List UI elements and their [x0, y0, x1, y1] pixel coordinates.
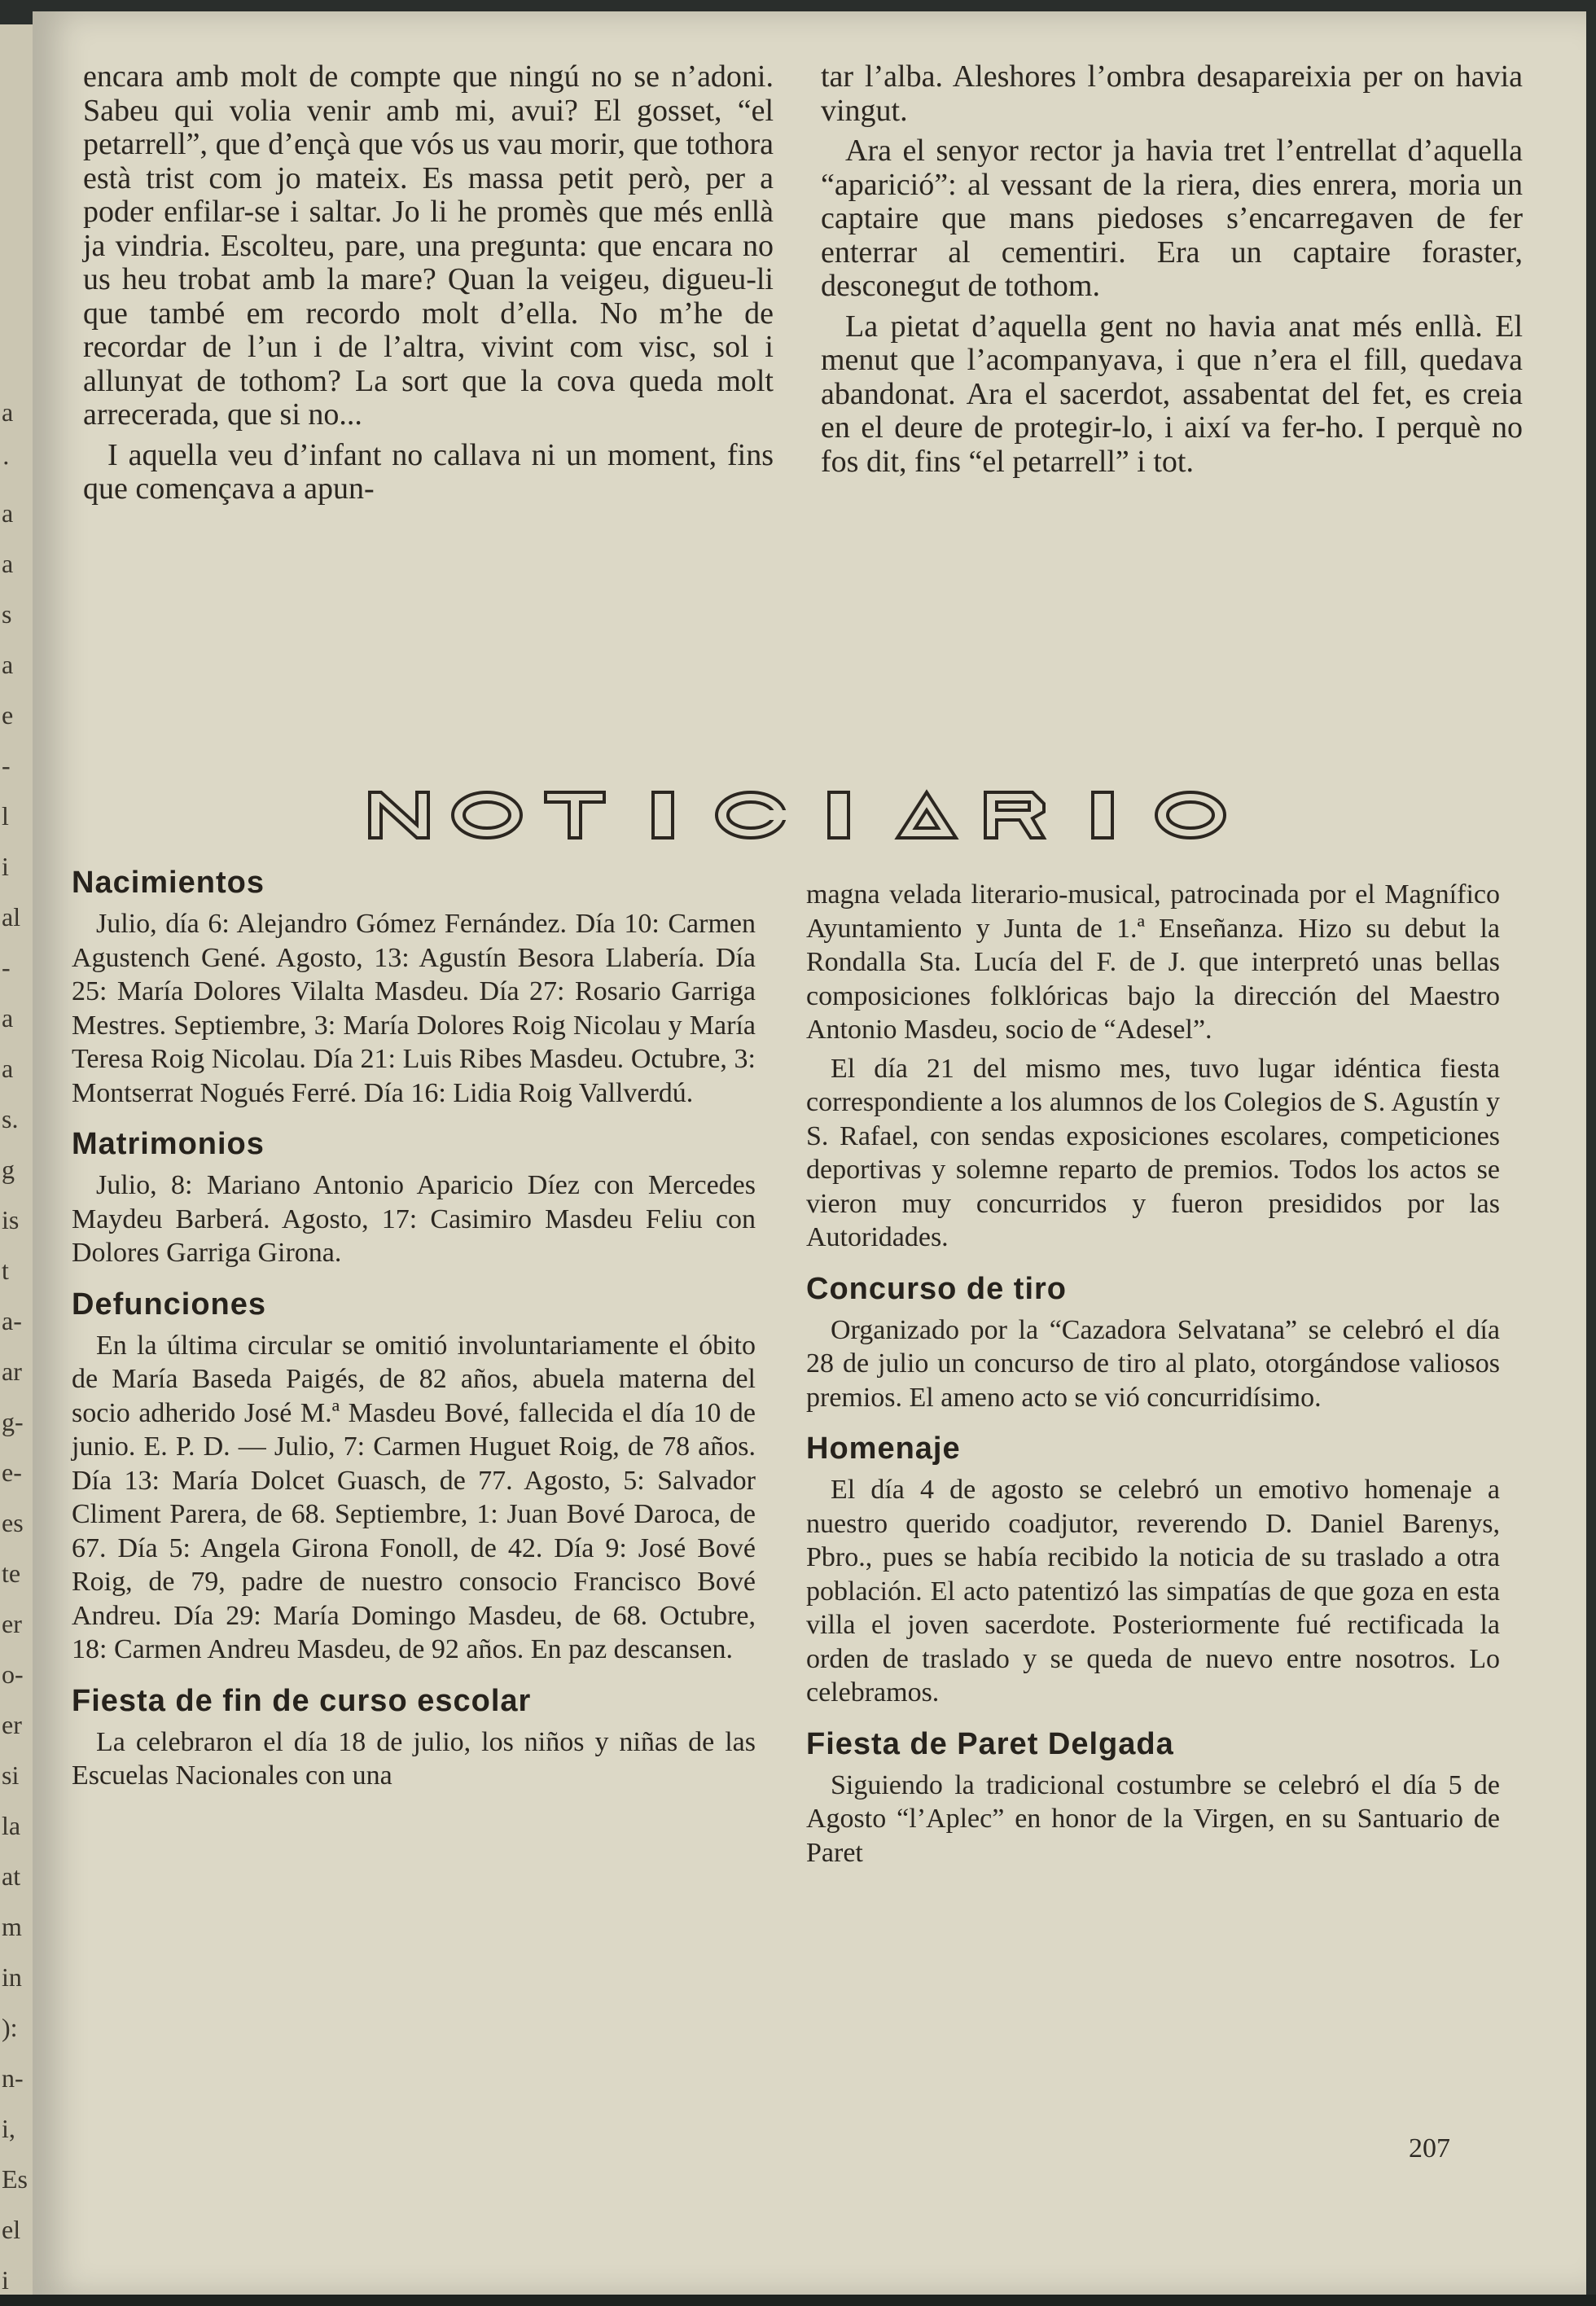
section-heading-fiesta-fin-curso: Fiesta de fin de curso escolar — [72, 1683, 532, 1718]
masthead-letter — [897, 792, 956, 838]
adjacent-page-fragment: t — [2, 1256, 9, 1285]
story-paragraph: I aquella veu d’infant no callava ni un moment, fins que començava a apun- — [83, 437, 774, 506]
section-heading-defunciones: Defunciones — [72, 1287, 267, 1322]
adjacent-page-fragment: g- — [2, 1407, 24, 1436]
adjacent-page-fragment: la — [2, 1811, 21, 1840]
section-heading-nacimientos: Nacimientos — [72, 866, 265, 900]
section-text-matrimonios: Julio, 8: Mariano Antonio Aparicio Díez con Mercedes Maydeu Barberá. Agosto, 17: Casimiro Masdeu Feliu con Dolores Garriga Girona. — [72, 1170, 756, 1268]
section-continuation-fiesta-fin-curso: magna velada literario-musical, patrocinada por el Magnífico Ayuntamiento y Junta de 1.ª Enseñanza. Hizo su debut la Rondalla Sta. Lucía del F. de J. que interpretó unas bellas composiciones folklóricas bajo la dirección del Maestro Antonio Masdeu, socio de “Adesel”. — [806, 879, 1500, 1045]
adjacent-page-fragment: a — [2, 1003, 14, 1032]
adjacent-page-fragment: er — [2, 1710, 22, 1739]
masthead-letter — [1156, 792, 1225, 838]
section-text-paret-delgada: Siguiendo la tradicional costumbre se celebró el día 5 de Agosto “l’Aplec” en honor de la Virgen, en su Santuario de Paret — [806, 1769, 1500, 1868]
adjacent-page-fragment: - — [2, 751, 11, 780]
adjacent-page-fragment: si — [2, 1760, 20, 1790]
story-paragraph: La pietat d’aquella gent no havia anat més enllà. El menut que l’acompanyava, i que n’era el fill, quedava abandonat. Ara el sacerdot, assabentat del fet, es creia en el deure de protegir-lo, i així va fer-ho. I perquè no fos dit, fins “el petarrell” i tot. — [821, 309, 1523, 479]
story-column-right — [821, 60, 1523, 485]
adjacent-page-fragment: te — [2, 1559, 21, 1588]
adjacent-page-fragment: s — [2, 599, 12, 629]
section-text-fiesta-fin-curso-2: El día 21 del mismo mes, tuvo lugar idéntica fiesta correspondiente a los alumnos de los Colegios de S. Agustín y S. Rafael, con sendas exposiciones escolares, competiciones deportivas y solemne reparto de premios. Todos los actos se vieron muy concurridos y fueron presididos por las Autoridades. — [806, 1053, 1500, 1252]
masthead-letter — [546, 792, 604, 838]
adjacent-page-fragment: al — [2, 902, 21, 932]
adjacent-page-fragment: i — [2, 852, 9, 881]
adjacent-page-fragment: e — [2, 700, 14, 730]
section-heading-concurso-tiro: Concurso de tiro — [806, 1271, 1068, 1306]
adjacent-page-fragment: n- — [2, 2063, 24, 2093]
section-heading-matrimonios: Matrimonios — [72, 1127, 265, 1161]
adjacent-page-fragment: es — [2, 1508, 24, 1537]
story-paragraph: tar l’alba. Aleshores l’ombra desapareixia per on havia vingut. — [821, 59, 1523, 128]
adjacent-page-fragment: i, — [2, 2114, 15, 2143]
adjacent-page-fragment: i — [2, 2265, 9, 2295]
section-text-fiesta-fin-curso: La celebraron el día 18 de julio, los niños y niñas de las Escuelas Nacionales con una — [72, 1726, 756, 1791]
adjacent-page-fragment: at — [2, 1861, 21, 1891]
masthead-letter — [985, 792, 1044, 838]
page — [33, 11, 1586, 2296]
masthead-letter — [1093, 792, 1112, 838]
adjacent-page-fragment: a — [2, 397, 14, 427]
adjacent-page-fragment: ): — [2, 2013, 18, 2042]
section-text-defunciones: En la última circular se omitió involuntariamente el óbito de María Baseda Paigés, de 82 años, abuela materna del socio adherido José M.ª Masdeu Bové, fallecida el día 10 de junio. E. P. D. — Julio, 7: Carmen Huguet Roig, de 78 años. Día 13: María Dolcet Guasch, de 77. Agosto, 5: Salvador Climent Parera, de 68. Septiembre, 1: Juan Bové Daroca, de 67. Día 5: Angela Girona Fonoll, de 42. Día 9: José Bové Roig, de 79, padre de nuestro consocio Francisco Bové Andreu. Día 29: María Domingo Masdeu, de 68. Octubre, 18: Carmen Andreu Masdeu, de 92 años. En paz descansen. — [72, 1330, 756, 1664]
adjacent-page-fragment: - — [2, 953, 11, 982]
adjacent-page-fragment: · — [2, 448, 11, 477]
adjacent-page-fragment: ar — [2, 1357, 22, 1386]
adjacent-page-fragment: in — [2, 1962, 22, 1992]
adjacent-page-fragment: a — [2, 650, 14, 679]
story-column-left — [83, 60, 774, 513]
adjacent-page-fragment: el — [2, 2215, 21, 2244]
story-paragraph: encara amb molt de compte que ningú no se n’adoni. Sabeu qui volia venir amb mi, avui? El gosset, “el petarrell”, que d’ençà que vós us vau morir, que tothora està trist com jo mateix. Es massa petit però, per a poder enfilar-se i saltar. Jo li he promès que més enllà ja vindria. Escolteu, pare, una pregunta: que encara no us heu trobat amb la mare? Quan la veigeu, digueu-li que també em recordo molt d’ella. No m’he de recordar de l’un i de l’altra, vivint com visc, sol i allunyat de tothom? La sort que la cova queda molt arrecerada, que si no... — [83, 59, 774, 432]
masthead-letter — [653, 792, 673, 838]
section-text-homenaje: El día 4 de agosto se celebró un emotivo homenaje a nuestro querido coadjutor, reverendo D. Daniel Barenys, Pbro., pues se había recibido la noticia de su traslado a otra población. El acto patentizó las simpatías de que goza en esta villa el joven sacerdote. Posteriormente fué rectificada la orden de traslado y se queda de nuevo entre nosotros. Lo celebramos. — [806, 1475, 1500, 1708]
news-column-left — [72, 865, 756, 1798]
adjacent-page-fragment: o- — [2, 1659, 24, 1689]
masthead-letter — [829, 792, 848, 838]
adjacent-page-fragment: is — [2, 1205, 20, 1234]
adjacent-page-fragment: s. — [2, 1104, 19, 1133]
story-paragraph: Ara el senyor rector ja havia tret l’entrellat d’aquella “aparició”: al vessant de la riera, dies enrera, moria un captaire que mans piedoses s’encarregaven de fer enterrar al cementiri. Era un captaire foraster, desconegut de tothom. — [821, 134, 1523, 303]
adjacent-page-fragment: a — [2, 498, 14, 528]
news-column-right — [806, 878, 1500, 1874]
adjacent-page-fragment: a — [2, 549, 14, 578]
adjacent-page-fragment: er — [2, 1609, 22, 1638]
adjacent-page-fragment: l — [2, 801, 9, 831]
masthead-letter — [717, 792, 788, 838]
section-heading-paret-delgada: Fiesta de Paret Delgada — [806, 1726, 1174, 1761]
section-text-concurso-tiro: Organizado por la “Cazadora Selvatana” se celebró el día 28 de julio un concurso de tiro al plato, otorgándose valiosos premios. El ameno acto se vió concurridísimo. — [806, 1314, 1500, 1413]
scanner-edge — [0, 2295, 1596, 2306]
adjacent-page-fragment: e- — [2, 1458, 22, 1487]
adjacent-page-fragment: Es — [2, 2164, 28, 2194]
adjacent-page-fragment: g — [2, 1155, 15, 1184]
adjacent-page-fragment: a- — [2, 1306, 22, 1335]
masthead-letter — [370, 792, 428, 838]
page-number: 207 — [1409, 2133, 1450, 2164]
adjacent-page-fragment: a — [2, 1054, 14, 1083]
section-text-nacimientos: Julio, día 6: Alejandro Gómez Fernández. Día 10: Carmen Agustench Gené. Agosto, 13: Agustín Besora Llabería. Día 25: María Dolores Vilalta Masdeu. Día 27: Rosario Garriga Mestres. Septiembre, 3: María Dolores Roig Nicolau y María Teresa Roig Nicolau. Día 21: Luis Ribes Masdeu. Octubre, 3: Montserrat Nogués Ferré. Día 16: Lidia Roig Vallverdú. — [72, 909, 756, 1108]
section-heading-homenaje: Homenaje — [806, 1431, 961, 1466]
noticiario-masthead — [358, 782, 1238, 848]
adjacent-page-fragment: m — [2, 1912, 22, 1941]
masthead-letter — [453, 792, 521, 838]
